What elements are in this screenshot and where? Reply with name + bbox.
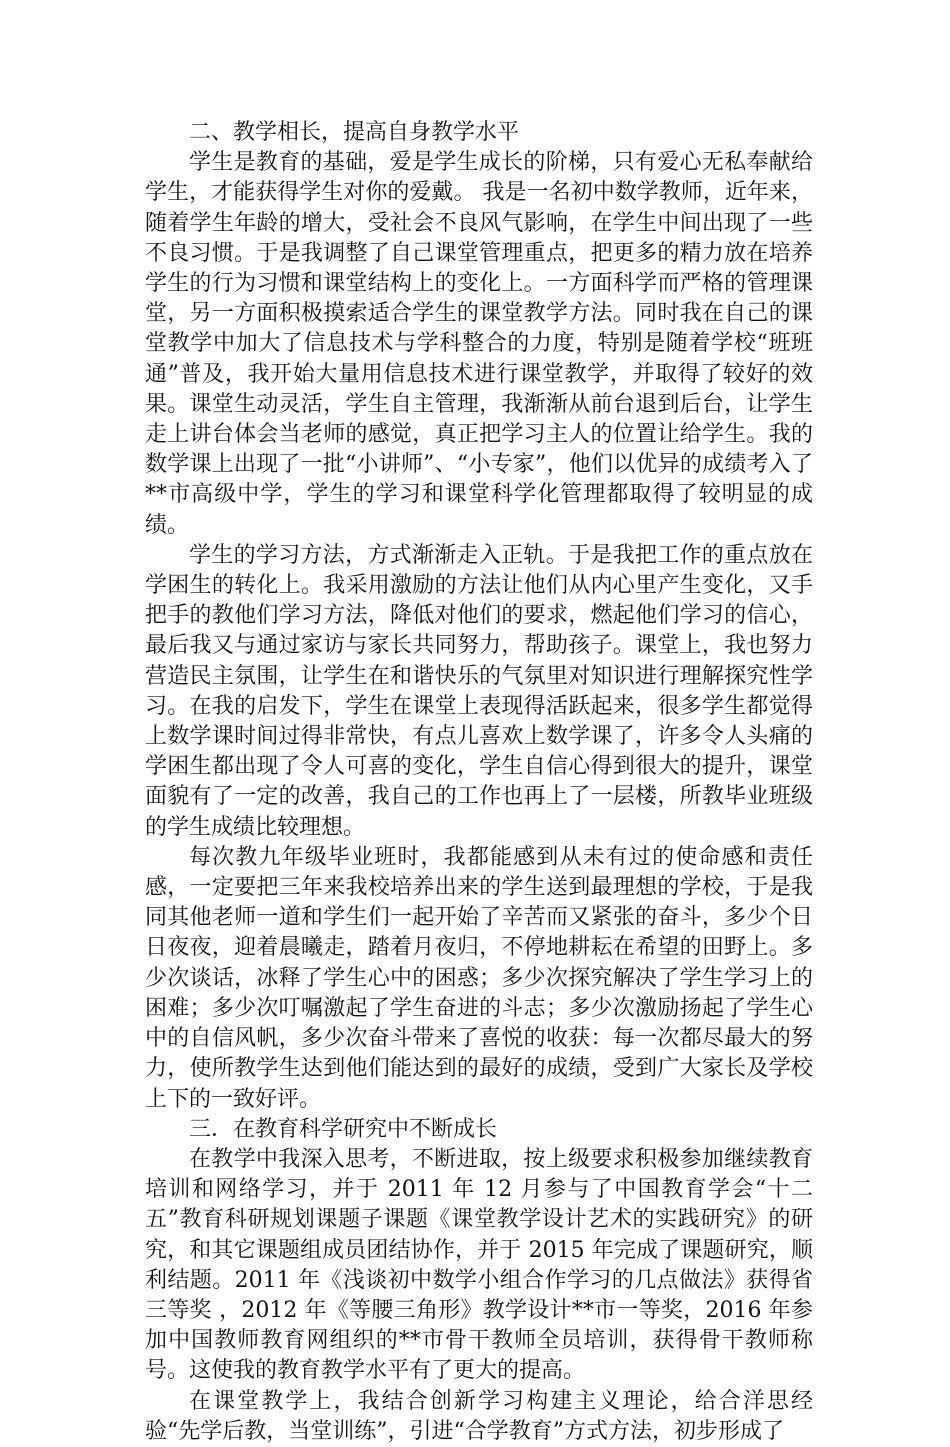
paragraph-5: 在课堂教学上，我结合创新学习构建主义理论，给合洋思经验“先学后教，当堂训练”，引进“合学教育”方式方法，初步形成了	[145, 1388, 813, 1444]
document-page	[145, 118, 813, 1447]
paragraph-4: 在教学中我深入思考，不断进取，按上级要求积极参加继续教育培训和网络学习，并于 2011 年 12 月参与了中国教育学会“十二五”教育科研规划课题子课题《课堂教学设计艺术的实践研究》的研究，和其它课题组成员团结协作，并于 2015 年完成了课题研究，顺利结题。2011 年《浅谈初中数学小组合作学习的几点做法》获得省三等奖 ，2012 年《等腰三角形》教学设计**市一等奖，2016 年参加中国教师教育网组织的**市骨干教师全员培训，获得骨干教师称号。这使我的教育教学水平有了更大的提高。	[145, 1146, 813, 1384]
section-heading-3: 三．在教育科学研究中不断成长	[189, 1116, 498, 1142]
paragraph-1: 学生是教育的基础，爱是学生成长的阶梯，只有爱心无私奉献给学生，才能获得学生对你的爱戴。 我是一名初中数学教师，近年来，随着学生年龄的增大，受社会不良风气影响，在学生中间出现了一些不良习惯。于是我调整了自己课堂管理重点，把更多的精力放在培养学生的行为习惯和课堂结构上的变化上。一方面科学而严格的管理课堂，另一方面积极摸索适合学生的课堂教学方法。同时我在自己的课堂教学中加大了信息技术与学科整合的力度，特别是随着学校“班班通”普及，我开始大量用信息技术进行课堂教学，并取得了较好的效果。课堂生动灵活，学生自主管理，我渐渐从前台退到后台，让学生走上讲台体会当老师的感觉，真正把学习主人的位置让给学生。我的数学课上出现了一批“小讲师”、“小专家”，他们以优异的成绩考入了**市高级中学，学生的学习和课堂科学化管理都取得了较明显的成绩。	[145, 150, 813, 538]
section-heading-2: 二、教学相长，提高自身教学水平	[189, 120, 520, 145]
paragraph-2: 学生的学习方法，方式渐渐走入正轨。于是我把工作的重点放在学困生的转化上。我采用激励的方法让他们从内心里产生变化，又手把手的教他们学习方法，降低对他们的要求，燃起他们学习的信心，最后我又与通过家访与家长共同努力，帮助孩子。课堂上，我也努力营造民主氛围，让学生在和谐快乐的气氛里对知识进行理解探究性学习。在我的启发下，学生在课堂上表现得活跃起来，很多学生都觉得上数学课时间过得非常快，有点儿喜欢上数学课了，许多令人头痛的学困生都出现了令人可喜的变化，学生自信心得到很大的提升，课堂面貌有了一定的改善，我自己的工作也再上了一层楼，所教毕业班级的学生成绩比较理想。	[145, 542, 813, 840]
paragraph-3: 每次教九年级毕业班时，我都能感到从未有过的使命感和责任感，一定要把三年来我校培养出来的学生送到最理想的学校，于是我同其他老师一道和学生们一起开始了辛苦而又紧张的奋斗，多少个日日夜夜，迎着晨曦走，踏着月夜归，不停地耕耘在希望的田野上。多少次谈话，冰释了学生心中的困惑；多少次探究解决了学生学习上的困难；多少次叮嘱激起了学生奋进的斗志；多少次激励扬起了学生心中的自信风帆，多少次奋斗带来了喜悦的收获：每一次都尽最大的努力，使所教学生达到他们能达到的最好的成绩，受到广大家长及学校上下的一致好评。	[145, 844, 813, 1112]
